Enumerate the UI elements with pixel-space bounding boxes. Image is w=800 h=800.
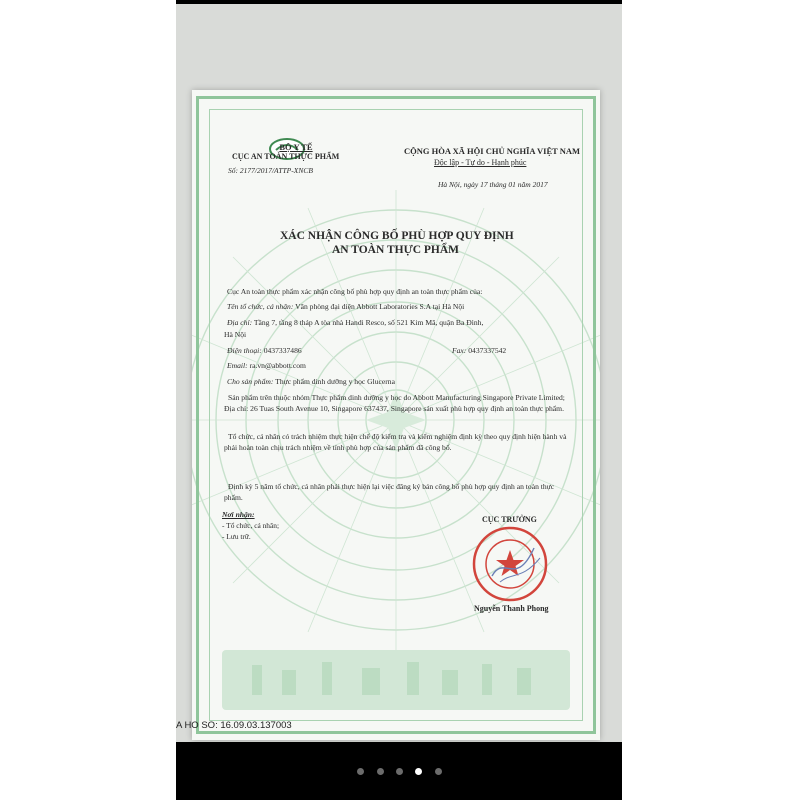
- carousel-indicator: [0, 768, 800, 782]
- paragraph-renewal: Định kỳ 5 năm tổ chức, cá nhân phải thực hiện lại việc đăng ký bản công bố phù hợp quy định an toàn thực phẩm.: [224, 482, 555, 502]
- address-value: Tầng 7, tầng 8 tháp A tòa nhà Handi Resco, số 521 Kim Mã, quận Ba Đình,: [252, 318, 484, 327]
- fax-value: 0437337542: [466, 346, 507, 355]
- address-label: Địa chỉ:: [227, 318, 253, 327]
- address-field: [227, 318, 483, 327]
- product-value: Thực phẩm dinh dưỡng y học Glucerna: [273, 377, 395, 386]
- phone-field: [227, 346, 302, 355]
- carousel-dot-active[interactable]: [415, 768, 422, 775]
- fax-field: [452, 346, 506, 355]
- national-title: CỘNG HÒA XÃ HỘI CHỦ NGHĨA VIỆT NAM: [404, 146, 581, 156]
- document-number: Số: 2177/2017/ATTP-XNCB: [228, 166, 313, 175]
- carousel-dot[interactable]: [435, 768, 442, 775]
- product-label: Cho sản phẩm:: [227, 377, 274, 386]
- product-field: [227, 377, 395, 386]
- address-value-line2: Hà Nội: [224, 330, 247, 339]
- recipient-item: - Tổ chức, cá nhân;: [222, 521, 280, 530]
- issue-date: Hà Nội, ngày 17 tháng 01 năm 2017: [438, 180, 548, 189]
- email-value: ra.vn@abbott.com: [247, 361, 306, 370]
- phone-label: Điện thoại:: [227, 346, 262, 355]
- phone-value: 0437337486: [261, 346, 302, 355]
- certificate-border: [196, 96, 596, 734]
- document-title-line2: AN TOÀN THỰC PHẨM: [332, 244, 460, 256]
- paragraph-manufacturer: Sản phẩm trên thuộc nhóm Thực phẩm dinh dưỡng y học do Abbott Manufacturing Singapore Private Limited; Địa chỉ: 26 Tuas South Avenue 10, Singapore 637437, Singapore sản xuất phù hợp quy định an toàn thực phẩm.: [224, 393, 565, 413]
- organization-value: Văn phòng đại diện Abbott Laboratories S.A tại Hà Nội: [293, 302, 465, 311]
- recipient-item: - Lưu trữ.: [222, 532, 251, 541]
- fax-label: Fax:: [452, 346, 467, 355]
- director-title: CỤC TRƯỞNG: [482, 515, 537, 524]
- certificate-sheet: [192, 90, 600, 740]
- file-reference: A HO SO: 16.09.03.137003: [176, 720, 292, 731]
- organization-field: [227, 302, 464, 311]
- paragraph-responsibility: Tổ chức, cá nhân có trách nhiệm thực hiện chế độ kiểm tra và kiểm nghiệm định kỳ theo quy định hiện hành và phải hoàn toàn chịu trách nhiệm về tính phù hợp của sản phẩm đã công bố.: [224, 432, 567, 452]
- carousel-dot[interactable]: [377, 768, 384, 775]
- document-title: XÁC NHẬN CÔNG BỐ PHÙ HỢP QUY ĐỊNH: [280, 230, 514, 242]
- recipients-heading: Nơi nhận:: [222, 510, 255, 519]
- signer-name: Nguyễn Thanh Phong: [474, 604, 549, 613]
- ministry-name: BỘ Y TẾ: [279, 142, 313, 152]
- carousel-dot[interactable]: [396, 768, 403, 775]
- organization-label: Tên tổ chức, cá nhân:: [227, 302, 294, 311]
- agency-name: CỤC AN TOÀN THỰC PHẨM: [232, 152, 340, 161]
- email-label: Email:: [227, 361, 248, 370]
- email-field: [227, 361, 306, 370]
- carousel-dot[interactable]: [357, 768, 364, 775]
- official-seal: [470, 524, 550, 604]
- national-motto: Độc lập - Tự do - Hạnh phúc: [434, 158, 527, 167]
- document-photo: [176, 4, 622, 742]
- intro-text: Cục An toàn thực phẩm xác nhận công bố phù hợp quy định an toàn thực phẩm của:: [227, 287, 483, 296]
